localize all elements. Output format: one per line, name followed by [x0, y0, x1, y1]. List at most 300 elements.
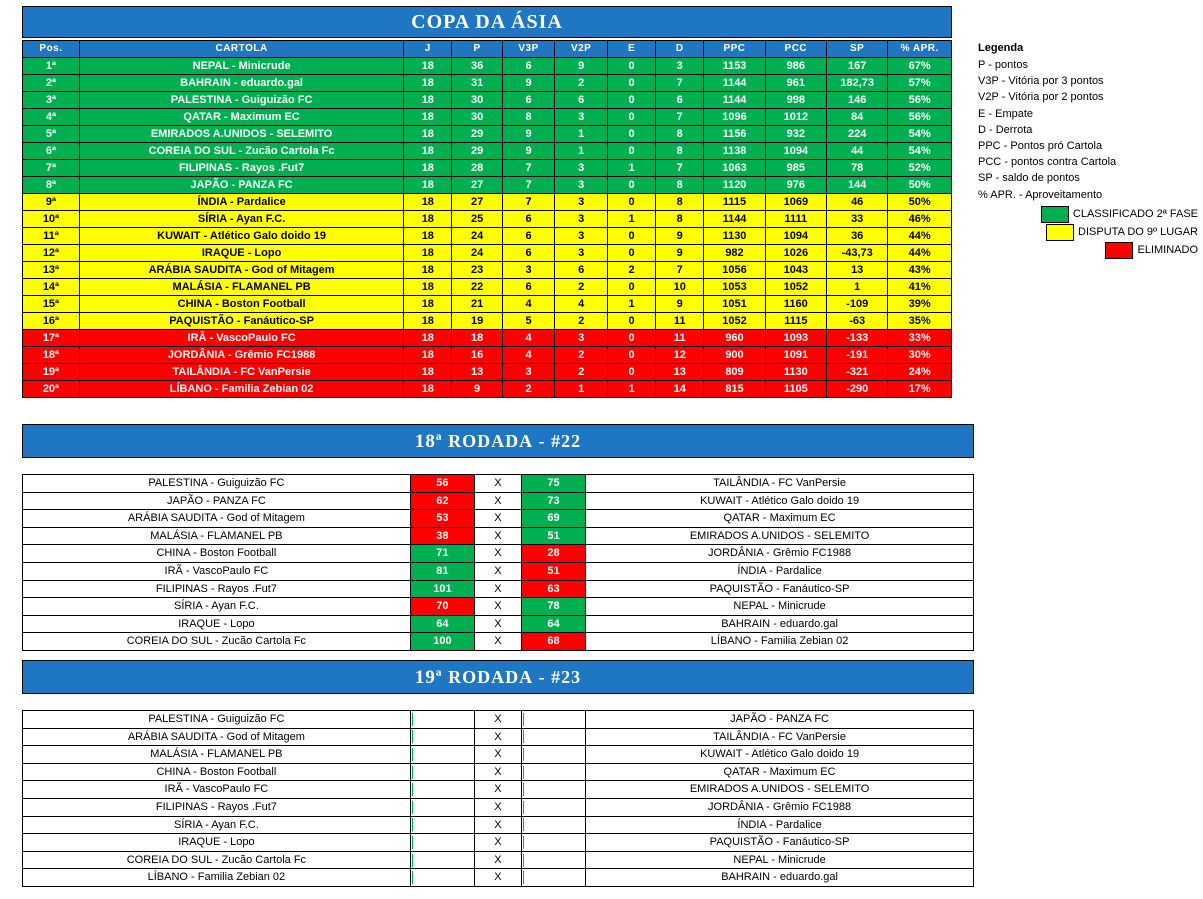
- match-row: [23, 763, 974, 781]
- cell-name: PALESTINA - Guiguizão FC: [79, 92, 403, 109]
- cell-e: 0: [607, 109, 655, 126]
- cell-v3p: 6: [502, 279, 555, 296]
- cell-d: 8: [656, 143, 704, 160]
- column-header-9: PCC: [765, 41, 826, 58]
- cell-ppc: 1120: [704, 177, 765, 194]
- column-header-5: V2P: [555, 41, 608, 58]
- cell-v2p: 1: [555, 381, 608, 398]
- cell-v2p: 3: [555, 160, 608, 177]
- cell-pos: 15ª: [23, 296, 80, 313]
- cell-name: JORDÂNIA - Grêmio FC1988: [79, 347, 403, 364]
- cell-pos: 7ª: [23, 160, 80, 177]
- cell-v3p: 9: [502, 126, 555, 143]
- cell-e: 0: [607, 126, 655, 143]
- cell-v3p: 6: [502, 92, 555, 109]
- versus-separator: X: [475, 798, 522, 816]
- cell-pcc: 1130: [765, 364, 826, 381]
- cell-sp: -191: [827, 347, 888, 364]
- legend-line-8: % APR. - Aproveitamento: [978, 188, 1103, 201]
- home-team: FILIPINAS - Rayos .Fut7: [23, 580, 411, 598]
- match-row: [23, 492, 974, 510]
- cell-v3p: 3: [502, 364, 555, 381]
- cell-pos: 11ª: [23, 228, 80, 245]
- cell-e: 2: [607, 262, 655, 279]
- cell-sp: 36: [827, 228, 888, 245]
- home-team: ARÁBIA SAUDITA - God of Mitagem: [23, 728, 411, 746]
- cell-pcc: 1069: [765, 194, 826, 211]
- legend-title: Legenda: [978, 42, 1024, 54]
- versus-separator: X: [475, 510, 522, 528]
- home-score: 53: [410, 510, 474, 528]
- cell-pcc: 1091: [765, 347, 826, 364]
- match-row: [23, 851, 974, 869]
- round-tag-18: #22: [551, 431, 582, 451]
- cell-j: 18: [404, 381, 452, 398]
- cell-ppc: 900: [704, 347, 765, 364]
- cell-v3p: 6: [502, 245, 555, 262]
- home-score: [410, 816, 474, 834]
- home-team: IRAQUE - Lopo: [23, 834, 411, 852]
- cell-name: LÍBANO - Familia Zebian 02: [79, 381, 403, 398]
- cell-name: MALÁSIA - FLAMANEL PB: [79, 279, 403, 296]
- cell-ppc: 1153: [704, 58, 765, 75]
- page-title: COPA DA ÁSIA: [22, 6, 952, 38]
- match-row: [23, 746, 974, 764]
- away-team: ÍNDIA - Pardalice: [586, 562, 974, 580]
- cell-apr: 41%: [888, 279, 952, 296]
- match-row: [23, 545, 974, 563]
- away-score: [521, 711, 585, 729]
- home-score: 56: [410, 475, 474, 493]
- cell-sp: -43,73: [827, 245, 888, 262]
- home-score: [410, 798, 474, 816]
- away-score: [521, 869, 585, 887]
- home-team: SÍRIA - Ayan F.C.: [23, 816, 411, 834]
- away-team: EMIRADOS A.UNIDOS - SELEMITO: [586, 781, 974, 799]
- home-score: 70: [410, 598, 474, 616]
- away-team: JORDÂNIA - Grêmio FC1988: [586, 798, 974, 816]
- cell-apr: 57%: [888, 75, 952, 92]
- home-team: JAPÃO - PANZA FC: [23, 492, 411, 510]
- cell-pcc: 932: [765, 126, 826, 143]
- cell-v2p: 3: [555, 109, 608, 126]
- cell-ppc: 815: [704, 381, 765, 398]
- cell-d: 9: [656, 296, 704, 313]
- cell-e: 0: [607, 245, 655, 262]
- away-score: [521, 763, 585, 781]
- cell-d: 7: [656, 109, 704, 126]
- home-team: IRAQUE - Lopo: [23, 615, 411, 633]
- away-score: 73: [521, 492, 585, 510]
- cell-ppc: 1063: [704, 160, 765, 177]
- cell-v2p: 3: [555, 330, 608, 347]
- cell-pos: 3ª: [23, 92, 80, 109]
- cell-d: 8: [656, 177, 704, 194]
- cell-e: 0: [607, 364, 655, 381]
- cell-ppc: 1144: [704, 92, 765, 109]
- cell-name: ARÁBIA SAUDITA - God of Mitagem: [79, 262, 403, 279]
- cell-e: 1: [607, 381, 655, 398]
- round-banner-19: 19ª RODADA - #23: [22, 660, 974, 694]
- cell-apr: 46%: [888, 211, 952, 228]
- match-row: [23, 711, 974, 729]
- table-row: [23, 126, 952, 143]
- round-section-18: [22, 424, 974, 651]
- cell-p: 22: [452, 279, 502, 296]
- cell-j: 18: [404, 75, 452, 92]
- home-score: 64: [410, 615, 474, 633]
- table-row: [23, 381, 952, 398]
- cell-pcc: 1105: [765, 381, 826, 398]
- cell-ppc: 1144: [704, 211, 765, 228]
- away-score: [521, 781, 585, 799]
- away-score: 68: [521, 633, 585, 651]
- match-row: [23, 510, 974, 528]
- cell-v3p: 6: [502, 228, 555, 245]
- cell-e: 0: [607, 58, 655, 75]
- table-row: [23, 313, 952, 330]
- cell-j: 18: [404, 364, 452, 381]
- cell-sp: 1: [827, 279, 888, 296]
- cell-p: 21: [452, 296, 502, 313]
- match-row: [23, 816, 974, 834]
- cell-apr: 30%: [888, 347, 952, 364]
- cell-v2p: 3: [555, 211, 608, 228]
- cell-sp: 144: [827, 177, 888, 194]
- cell-j: 18: [404, 143, 452, 160]
- column-header-11: % APR.: [888, 41, 952, 58]
- away-team: JAPÃO - PANZA FC: [586, 711, 974, 729]
- column-header-8: PPC: [704, 41, 765, 58]
- cell-pos: 19ª: [23, 364, 80, 381]
- cell-p: 9: [452, 381, 502, 398]
- cell-pcc: 1012: [765, 109, 826, 126]
- cell-p: 31: [452, 75, 502, 92]
- cell-name: SÍRIA - Ayan F.C.: [79, 211, 403, 228]
- match-row: [23, 598, 974, 616]
- cell-e: 0: [607, 75, 655, 92]
- round-word-19: RODADA: [448, 667, 534, 687]
- cell-apr: 33%: [888, 330, 952, 347]
- cell-pcc: 1094: [765, 228, 826, 245]
- versus-separator: X: [475, 781, 522, 799]
- table-row: [23, 109, 952, 126]
- away-score: 63: [521, 580, 585, 598]
- cell-e: 0: [607, 330, 655, 347]
- home-score: 71: [410, 545, 474, 563]
- cell-sp: 78: [827, 160, 888, 177]
- cell-v3p: 9: [502, 143, 555, 160]
- cell-v2p: 1: [555, 143, 608, 160]
- cell-pos: 14ª: [23, 279, 80, 296]
- round-number-18: 18ª: [414, 431, 443, 452]
- legend-key-label: CLASSIFICADO 2ª FASE: [1072, 208, 1198, 221]
- cell-apr: 54%: [888, 126, 952, 143]
- cell-e: 1: [607, 296, 655, 313]
- legend-key-0: [978, 206, 1198, 223]
- away-team: JORDÂNIA - Grêmio FC1988: [586, 545, 974, 563]
- home-team: COREIA DO SUL - Zucão Cartola Fc: [23, 633, 411, 651]
- cell-d: 8: [656, 211, 704, 228]
- versus-separator: X: [475, 527, 522, 545]
- cell-v3p: 4: [502, 347, 555, 364]
- cell-p: 25: [452, 211, 502, 228]
- cell-pos: 20ª: [23, 381, 80, 398]
- legend-key-label: DISPUTA DO 9º LUGAR: [1078, 226, 1198, 239]
- cell-sp: -133: [827, 330, 888, 347]
- table-header-row: [23, 41, 952, 58]
- cell-pcc: 986: [765, 58, 826, 75]
- cell-v2p: 2: [555, 347, 608, 364]
- cell-name: QATAR - Maximum EC: [79, 109, 403, 126]
- cell-j: 18: [404, 296, 452, 313]
- cell-pos: 12ª: [23, 245, 80, 262]
- column-header-3: P: [452, 41, 502, 58]
- cell-e: 0: [607, 228, 655, 245]
- home-team: SÍRIA - Ayan F.C.: [23, 598, 411, 616]
- cell-ppc: 1130: [704, 228, 765, 245]
- match-row: [23, 633, 974, 651]
- table-row: [23, 160, 952, 177]
- round-19-table: [22, 710, 974, 887]
- home-score: [410, 711, 474, 729]
- cell-v2p: 2: [555, 75, 608, 92]
- cell-pcc: 1052: [765, 279, 826, 296]
- legend-line-4: D - Derrota: [978, 123, 1033, 136]
- cell-sp: 46: [827, 194, 888, 211]
- cell-sp: 84: [827, 109, 888, 126]
- home-score: [410, 763, 474, 781]
- away-score: [521, 816, 585, 834]
- home-team: IRÃ - VascoPaulo FC: [23, 781, 411, 799]
- away-score: 75: [521, 475, 585, 493]
- cell-v3p: 6: [502, 58, 555, 75]
- cell-d: 10: [656, 279, 704, 296]
- cell-name: TAILÂNDIA - FC VanPersie: [79, 364, 403, 381]
- away-score: 28: [521, 545, 585, 563]
- cell-d: 3: [656, 58, 704, 75]
- table-row: [23, 364, 952, 381]
- cell-apr: 56%: [888, 92, 952, 109]
- cell-v2p: 4: [555, 296, 608, 313]
- legend-line-2: V2P - Vitória por 2 pontos: [978, 91, 1104, 104]
- cell-sp: -63: [827, 313, 888, 330]
- cell-sp: 33: [827, 211, 888, 228]
- cell-v3p: 7: [502, 194, 555, 211]
- cell-name: IRAQUE - Lopo: [79, 245, 403, 262]
- cell-j: 18: [404, 92, 452, 109]
- cell-p: 24: [452, 245, 502, 262]
- versus-separator: X: [475, 869, 522, 887]
- versus-separator: X: [475, 492, 522, 510]
- cell-ppc: 1053: [704, 279, 765, 296]
- cell-p: 27: [452, 177, 502, 194]
- cell-sp: 224: [827, 126, 888, 143]
- versus-separator: X: [475, 816, 522, 834]
- round-word-18: RODADA: [448, 431, 534, 451]
- cell-sp: 167: [827, 58, 888, 75]
- away-score: 69: [521, 510, 585, 528]
- cell-apr: 35%: [888, 313, 952, 330]
- cell-v3p: 3: [502, 262, 555, 279]
- home-team: CHINA - Boston Football: [23, 545, 411, 563]
- cell-sp: 44: [827, 143, 888, 160]
- table-row: [23, 92, 952, 109]
- cell-name: CHINA - Boston Football: [79, 296, 403, 313]
- cell-apr: 17%: [888, 381, 952, 398]
- cell-v2p: 2: [555, 279, 608, 296]
- table-row: [23, 75, 952, 92]
- legend-key-1: [978, 224, 1198, 241]
- away-team: TAILÂNDIA - FC VanPersie: [586, 728, 974, 746]
- table-row: [23, 58, 952, 75]
- cell-apr: 67%: [888, 58, 952, 75]
- cell-pcc: 1043: [765, 262, 826, 279]
- table-row: [23, 211, 952, 228]
- versus-separator: X: [475, 615, 522, 633]
- standings-section: [22, 6, 952, 398]
- table-row: [23, 296, 952, 313]
- versus-separator: X: [475, 598, 522, 616]
- versus-separator: X: [475, 851, 522, 869]
- cell-pcc: 1094: [765, 143, 826, 160]
- cell-d: 8: [656, 126, 704, 143]
- home-score: [410, 746, 474, 764]
- cell-v2p: 1: [555, 126, 608, 143]
- home-team: ARÁBIA SAUDITA - God of Mitagem: [23, 510, 411, 528]
- cell-j: 18: [404, 126, 452, 143]
- cell-name: IRÃ - VascoPaulo FC: [79, 330, 403, 347]
- home-team: LÍBANO - Familia Zebian 02: [23, 869, 411, 887]
- standings-table: [22, 40, 952, 398]
- cell-p: 19: [452, 313, 502, 330]
- home-team: CHINA - Boston Football: [23, 763, 411, 781]
- cell-name: EMIRADOS A.UNIDOS - SELEMITO: [79, 126, 403, 143]
- cell-j: 18: [404, 194, 452, 211]
- cell-v2p: 3: [555, 177, 608, 194]
- cell-name: NEPAL - Minicrude: [79, 58, 403, 75]
- legend-swatch: [1046, 224, 1074, 241]
- match-row: [23, 834, 974, 852]
- cell-apr: 54%: [888, 143, 952, 160]
- away-score: [521, 728, 585, 746]
- versus-separator: X: [475, 728, 522, 746]
- column-header-2: J: [404, 41, 452, 58]
- legend-line-1: V3P - Vitória por 3 pontos: [978, 75, 1104, 88]
- cell-p: 13: [452, 364, 502, 381]
- away-score: [521, 834, 585, 852]
- away-team: QATAR - Maximum EC: [586, 510, 974, 528]
- column-header-0: Pos.: [23, 41, 80, 58]
- home-team: MALÁSIA - FLAMANEL PB: [23, 527, 411, 545]
- cell-d: 11: [656, 330, 704, 347]
- cell-p: 28: [452, 160, 502, 177]
- away-team: EMIRADOS A.UNIDOS - SELEMITO: [586, 527, 974, 545]
- cell-pcc: 976: [765, 177, 826, 194]
- cell-ppc: 1115: [704, 194, 765, 211]
- away-team: NEPAL - Minicrude: [586, 851, 974, 869]
- cell-d: 8: [656, 194, 704, 211]
- versus-separator: X: [475, 580, 522, 598]
- cell-j: 18: [404, 279, 452, 296]
- cell-p: 27: [452, 194, 502, 211]
- legend-key-label: ELIMINADO: [1137, 244, 1198, 257]
- cell-p: 16: [452, 347, 502, 364]
- match-row: [23, 562, 974, 580]
- cell-ppc: 1052: [704, 313, 765, 330]
- cell-pos: 1ª: [23, 58, 80, 75]
- cell-e: 1: [607, 160, 655, 177]
- cell-d: 6: [656, 92, 704, 109]
- table-row: [23, 228, 952, 245]
- cell-j: 18: [404, 211, 452, 228]
- column-header-7: D: [656, 41, 704, 58]
- home-score: 38: [410, 527, 474, 545]
- cell-v2p: 3: [555, 228, 608, 245]
- cell-sp: -290: [827, 381, 888, 398]
- cell-sp: -109: [827, 296, 888, 313]
- cell-pcc: 1115: [765, 313, 826, 330]
- away-score: 64: [521, 615, 585, 633]
- cell-e: 0: [607, 177, 655, 194]
- table-row: [23, 347, 952, 364]
- table-row: [23, 177, 952, 194]
- cell-sp: 13: [827, 262, 888, 279]
- cell-d: 12: [656, 347, 704, 364]
- cell-d: 7: [656, 75, 704, 92]
- cell-name: FILIPINAS - Rayos .Fut7: [79, 160, 403, 177]
- cell-pos: 2ª: [23, 75, 80, 92]
- cell-ppc: 809: [704, 364, 765, 381]
- cell-pcc: 961: [765, 75, 826, 92]
- cell-apr: 24%: [888, 364, 952, 381]
- legend-line-3: E - Empate: [978, 107, 1034, 120]
- column-header-10: SP: [827, 41, 888, 58]
- cell-pcc: 998: [765, 92, 826, 109]
- legend-line-6: PCC - pontos contra Cartola: [978, 156, 1117, 169]
- cell-p: 30: [452, 92, 502, 109]
- cell-v2p: 3: [555, 245, 608, 262]
- cell-pos: 10ª: [23, 211, 80, 228]
- cell-v3p: 7: [502, 160, 555, 177]
- home-team: IRÃ - VascoPaulo FC: [23, 562, 411, 580]
- cell-d: 9: [656, 228, 704, 245]
- away-team: KUWAIT - Atlético Galo doido 19: [586, 492, 974, 510]
- table-row: [23, 262, 952, 279]
- cell-pos: 17ª: [23, 330, 80, 347]
- match-row: [23, 475, 974, 493]
- home-score: 62: [410, 492, 474, 510]
- home-team: FILIPINAS - Rayos .Fut7: [23, 798, 411, 816]
- cell-sp: -321: [827, 364, 888, 381]
- cell-d: 7: [656, 262, 704, 279]
- home-score: [410, 728, 474, 746]
- home-team: PALESTINA - Guiguizão FC: [23, 475, 411, 493]
- legend-swatch: [1041, 206, 1069, 223]
- cell-p: 23: [452, 262, 502, 279]
- match-row: [23, 728, 974, 746]
- cell-p: 24: [452, 228, 502, 245]
- away-score: 51: [521, 562, 585, 580]
- cell-pos: 13ª: [23, 262, 80, 279]
- away-team: TAILÂNDIA - FC VanPersie: [586, 475, 974, 493]
- cell-v3p: 8: [502, 109, 555, 126]
- cell-j: 18: [404, 347, 452, 364]
- home-score: [410, 834, 474, 852]
- cell-v2p: 2: [555, 313, 608, 330]
- match-row: [23, 527, 974, 545]
- cell-ppc: 1144: [704, 75, 765, 92]
